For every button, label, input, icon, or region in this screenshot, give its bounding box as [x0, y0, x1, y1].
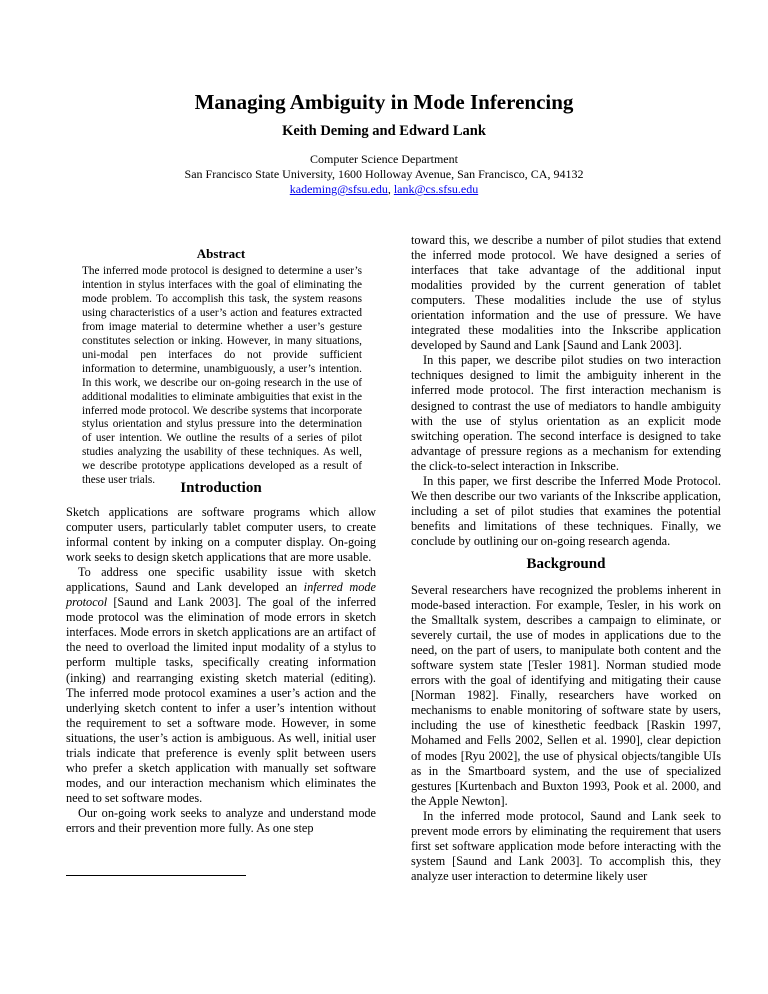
affiliation-emails	[0, 182, 768, 197]
intro-p2-start: To address one specific usability issue with sketch applications, Saund and Lank developed an	[66, 565, 376, 595]
intro-p2-end: [Saund and Lank 2003]. The goal of the inferred mode protocol was the elimination of mode errors in sketch interfaces. Mode errors in sketch applications are an artifact of the need to overload the limited input modality of a stylus to perform multiple tasks, specifically creating information (inking) and rearranging existing sketch material (editing). The inferred mode protocol examines a user’s action and the underlying sketch content to infer a user’s intention without the requirement to set a software mode. However, in some situations, the user’s action is ambiguous. As well, initial user trials indicate that preference is evenly split between users who prefer a sketch application with manually set software modes, and our interaction mechanism which eliminates the need to set software modes.	[66, 595, 376, 805]
footnote-rule	[66, 875, 246, 876]
background-paragraph-2: In the inferred mode protocol, Saund and Lank seek to prevent mode errors by eliminating the requirement that users first set software application mode before interacting with the system [Saund and Lank 2003]. To accomplish this, they analyze user interaction to determine likely user	[411, 808, 721, 883]
intro-p2-emphasis: inferred mode protocol	[66, 580, 376, 610]
abstract-heading: Abstract	[196, 246, 246, 261]
intro-paragraph-5: In this paper, we first describe the Inferred Mode Protocol. We then describe our two variants of the Inkscribe application, including a set of pilot studies that examines the potential benefits and limitations of these techniques. Finally, we conclude by outlining our on-going research agenda.	[411, 473, 721, 548]
introduction-body-left	[66, 505, 376, 836]
introduction-body-right	[411, 233, 721, 549]
affiliation-department: Computer Science Department	[310, 152, 458, 166]
paper-title: Managing Ambiguity in Mode Inferencing	[194, 90, 574, 114]
intro-paragraph-3: Our on-going work seeks to analyze and understand mode errors and their prevention more fully. As one step	[66, 805, 376, 835]
paper-authors: Keith Deming and Edward Lank	[282, 123, 486, 139]
intro-paragraph-2	[66, 565, 376, 806]
intro-paragraph-4: In this paper, we describe pilot studies on two interaction techniques designed to limit the ambiguity inherent in the inferred mode protocol. The first interaction mechanism is designed to contrast the use of mediators to handle ambiguity with the use of stylus orientation as an explicit mode switching operation. The second interface is designed to take advantage of pressure regions as a mechanism for extending the click-to-select interaction in Inkscribe.	[411, 353, 721, 473]
email-link-deming[interactable]: kademing@sfsu.edu	[289, 182, 388, 196]
email-link-lank[interactable]: lank@cs.sfsu.edu	[393, 182, 479, 196]
affiliation-address: San Francisco State University, 1600 Holloway Avenue, San Francisco, CA, 94132	[184, 167, 584, 181]
background-heading: Background	[526, 556, 606, 572]
intro-paragraph-1: Sketch applications are software programs which allow computer users, particularly tablet computer users, to create informal content by inking on a computer display. On-going work seeks to design sketch applications that are more usable.	[66, 505, 376, 565]
abstract-text: The inferred mode protocol is designed to determine a user’s intention in stylus interfaces with the goal of eliminating the mode problem. To accomplish this task, the system reasons using characteristics of a user’s action and features extracted from image material to determine whether a user’s gesture constitutes selection or inking. However, in many situations, uni-modal pen interfaces do not provide sufficient information to determine, unambiguously, a user’s intention. In this work, we describe our on-going research in the use of additional modalities to eliminate ambiguities that exist in the inferred mode protocol. We describe systems that incorporate stylus orientation and stylus pressure into the determination of user intention. We outline the results of a series of pilot studies analyzing the usability of these techniques. As well, we describe prototype applications developed as a result of these user trials.	[82, 265, 362, 487]
email-separator: ,	[387, 182, 394, 196]
intro-paragraph-3-continued: toward this, we describe a number of pilot studies that extend the inferred mode protocol. We have designed a series of interfaces that take advantage of the additional input modalities provided by the current generation of tablet computers. These modalities include the use of stylus orientation information and the use of pressure. We have integrated these modalities into the Inkscribe application developed by Saund and Lank [Saund and Lank 2003].	[411, 233, 721, 353]
background-body	[411, 583, 721, 884]
introduction-heading: Introduction	[180, 480, 262, 496]
background-paragraph-1: Several researchers have recognized the problems inherent in mode-based interaction. For example, Tesler, in his work on the Smalltalk system, describes a campaign to eliminate, or severely curtail, the use of modes in applications due to the need, on the part of users, to manipulate both content and the software system state [Tesler 1981]. Norman studied mode errors with the goal of identifying and mitigating their cause [Norman 1982]. Finally, researchers have worked on mechanisms to enable monitoring of software state by users, including the use of kinesthetic feedback [Raskin 1997, Mohamed and Fells 2002, Sellen et al. 1990], clear depiction of modes [Ryu 2002], the use of physical objects/tangible UIs as in the Smartboard system, and the use of specialized gestures [Kurtenbach and Buxton 1993, Pook et al. 2000, and the Apple Newton].	[411, 583, 721, 808]
